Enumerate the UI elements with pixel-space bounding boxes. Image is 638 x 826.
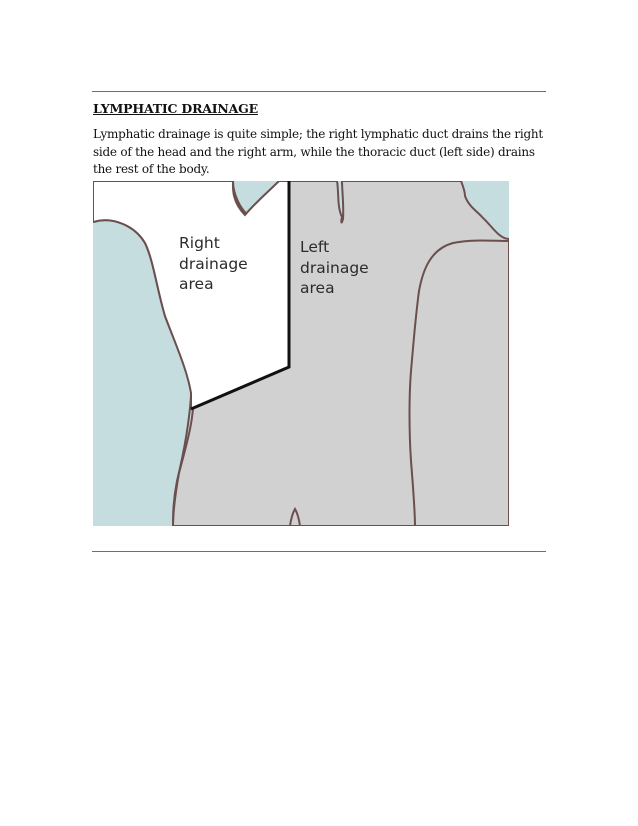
left-area-label-line2: drainage — [300, 259, 369, 277]
left-area-label-line3: area — [300, 279, 335, 297]
bottom-rule — [92, 551, 546, 552]
torso-diagram — [93, 181, 509, 526]
right-area-label-line2: drainage — [179, 255, 248, 273]
left-area-label-line1: Left — [300, 238, 330, 256]
section-heading: LYMPHATIC DRAINAGE — [93, 101, 258, 116]
top-rule — [92, 91, 546, 92]
body-paragraph: Lymphatic drainage is quite simple; the right lymphatic duct drains the right side of the head and the right arm, while the thoracic duct (left side) drains the rest of the body. — [93, 127, 543, 176]
right-area-label-line3: area — [179, 275, 214, 293]
lymphatic-drainage-figure — [93, 181, 509, 526]
right-area-label-line1: Right — [179, 234, 220, 252]
